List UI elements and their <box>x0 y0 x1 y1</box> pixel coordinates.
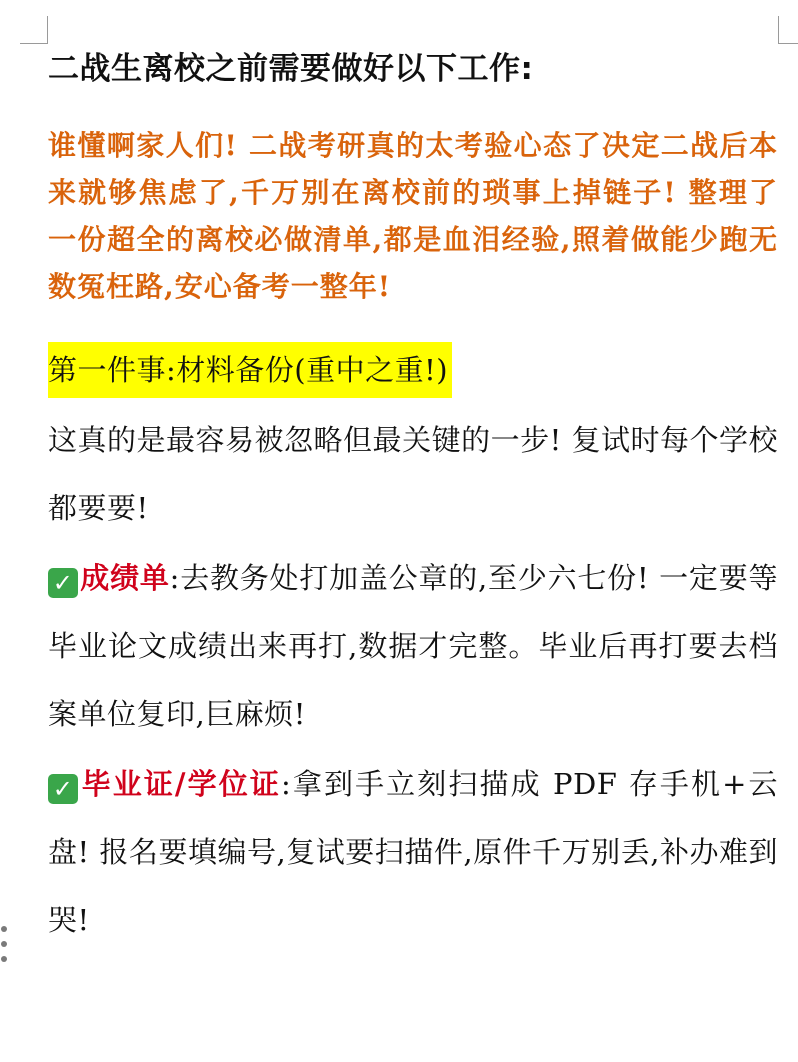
document-body[interactable] <box>48 46 778 954</box>
crop-mark-top-left-horizontal <box>20 43 47 44</box>
crop-mark-top-right-vertical <box>778 16 779 44</box>
drag-handle-dot <box>1 941 7 947</box>
drag-handle-dot <box>1 956 7 962</box>
checklist-item-text: :拿到手立刻扫描成 PDF 存手机+云盘! 报名要填编号,复试要扫描件,原件千万别丢,补办难到哭! <box>48 767 778 937</box>
check-mark-icon: ✓ <box>48 774 78 804</box>
checklist-item-key: 成绩单 <box>80 561 170 595</box>
section-lead-paragraph: 这真的是最容易被忽略但最关键的一步! 复试时每个学校都要要! <box>48 423 778 525</box>
checklist-item-diploma <box>48 750 778 954</box>
check-mark-icon: ✓ <box>48 568 78 598</box>
crop-mark-top-right-horizontal <box>778 43 798 44</box>
document-title: 二战生离校之前需要做好以下工作: <box>48 51 534 87</box>
drag-handle-icon[interactable] <box>0 926 8 962</box>
drag-handle-dot <box>1 926 7 932</box>
checklist-item-transcript <box>48 544 778 748</box>
crop-mark-top-left-vertical <box>47 16 48 44</box>
checklist-item-key: 毕业证/学位证 <box>80 767 281 801</box>
intro-paragraph: 谁懂啊家人们! 二战考研真的太考验心态了决定二战后本来就够焦虑了,千万别在离校前的琐事上掉链子! 整理了一份超全的离校必做清单,都是血泪经验,照着做能少跑无数冤枉路,安心备考一整年! <box>48 129 778 303</box>
checklist-item-text: :去教务处打加盖公章的,至少六七份! 一定要等毕业论文成绩出来再打,数据才完整。毕业后再打要去档案单位复印,巨麻烦! <box>48 561 778 731</box>
section-heading-highlighted: 第一件事:材料备份(重中之重!) <box>48 342 452 398</box>
section-heading-row <box>48 342 778 398</box>
